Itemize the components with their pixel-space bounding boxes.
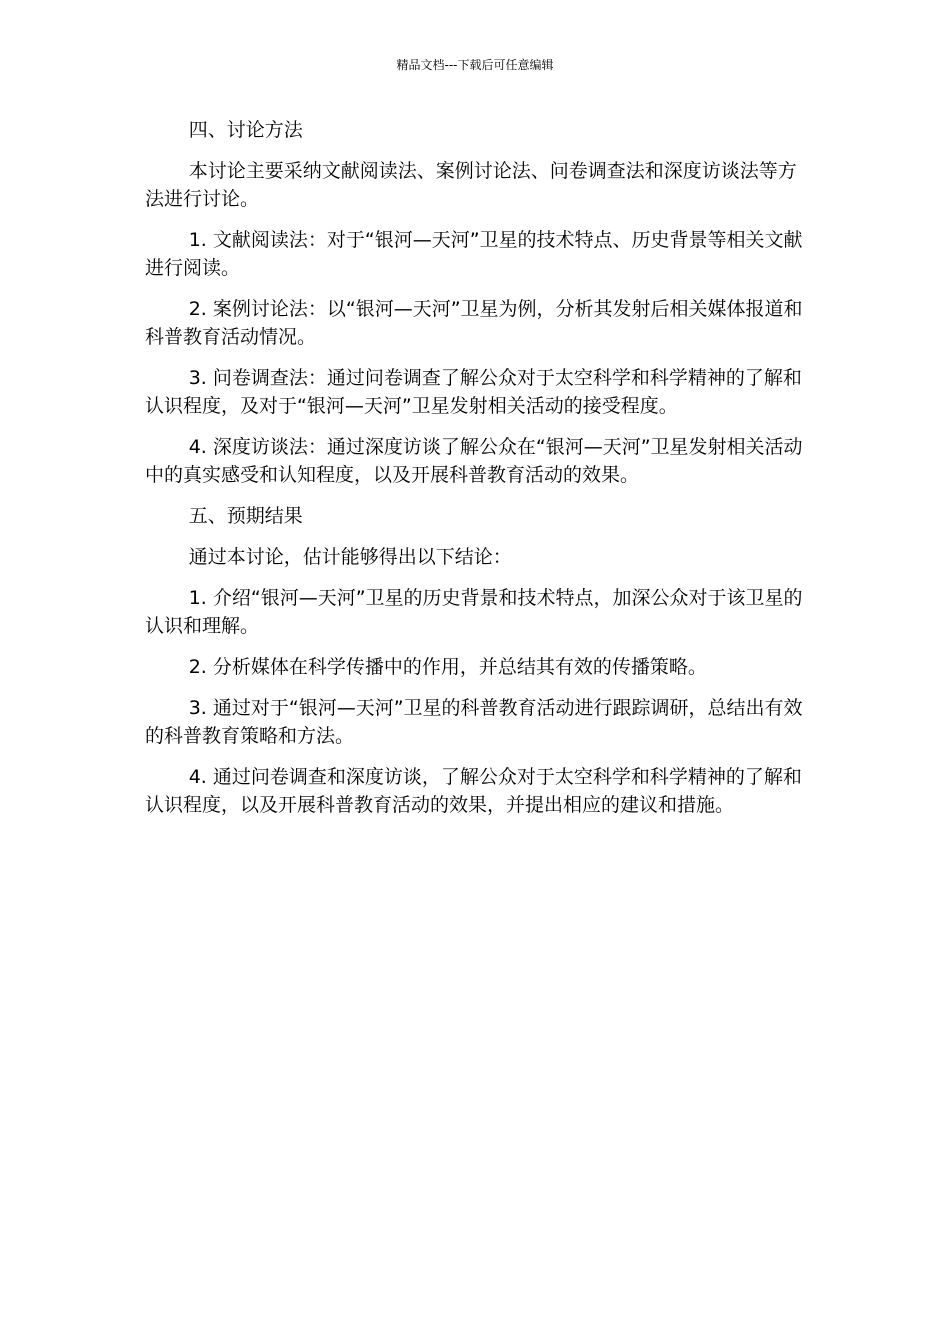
section-heading-methods: 四、讨论方法 [188, 119, 303, 141]
method-item-case-study: 2. 案例讨论法：以“银河—天河”卫星为例，分析其发射后相关媒体报道和科普教育活动情况。 [145, 298, 803, 348]
result-item-4: 4. 通过问卷调查和深度访谈，了解公众对于太空科学和科学精神的了解和认识程度，以及开展科普教育活动的效果，并提出相应的建议和措施。 [145, 766, 802, 816]
section-heading-results: 五、预期结果 [188, 505, 303, 527]
result-item-1: 1. 介绍“银河—天河”卫星的历史背景和技术特点，加深公众对于该卫星的认识和理解。 [145, 587, 803, 637]
method-item-questionnaire: 3. 问卷调查法：通过问卷调查了解公众对于太空科学和科学精神的了解和认识程度，及对于“银河—天河”卫星发射相关活动的接受程度。 [145, 367, 802, 417]
method-item-interview: 4. 深度访谈法：通过深度访谈了解公众在“银河—天河”卫星发射相关活动中的真实感受和认知程度，以及开展科普教育活动的效果。 [145, 436, 803, 486]
method-item-literature: 1. 文献阅读法：对于“银河—天河”卫星的技术特点、历史背景等相关文献进行阅读。 [145, 229, 803, 279]
result-item-3: 3. 通过对于“银河—天河”卫星的科普教育活动进行跟踪调研，总结出有效的科普教育策略和方法。 [145, 697, 803, 747]
page-header: 精品文档---下载后可任意编辑 [396, 58, 554, 72]
result-item-2: 2. 分析媒体在科学传播中的作用，并总结其有效的传播策略。 [188, 656, 707, 678]
results-intro-paragraph: 通过本讨论，估计能够得出以下结论： [188, 546, 512, 568]
methods-intro-paragraph: 本讨论主要采纳文献阅读法、案例讨论法、问卷调查法和深度访谈法等方法进行讨论。 [145, 160, 797, 210]
document-body [145, 116, 805, 832]
